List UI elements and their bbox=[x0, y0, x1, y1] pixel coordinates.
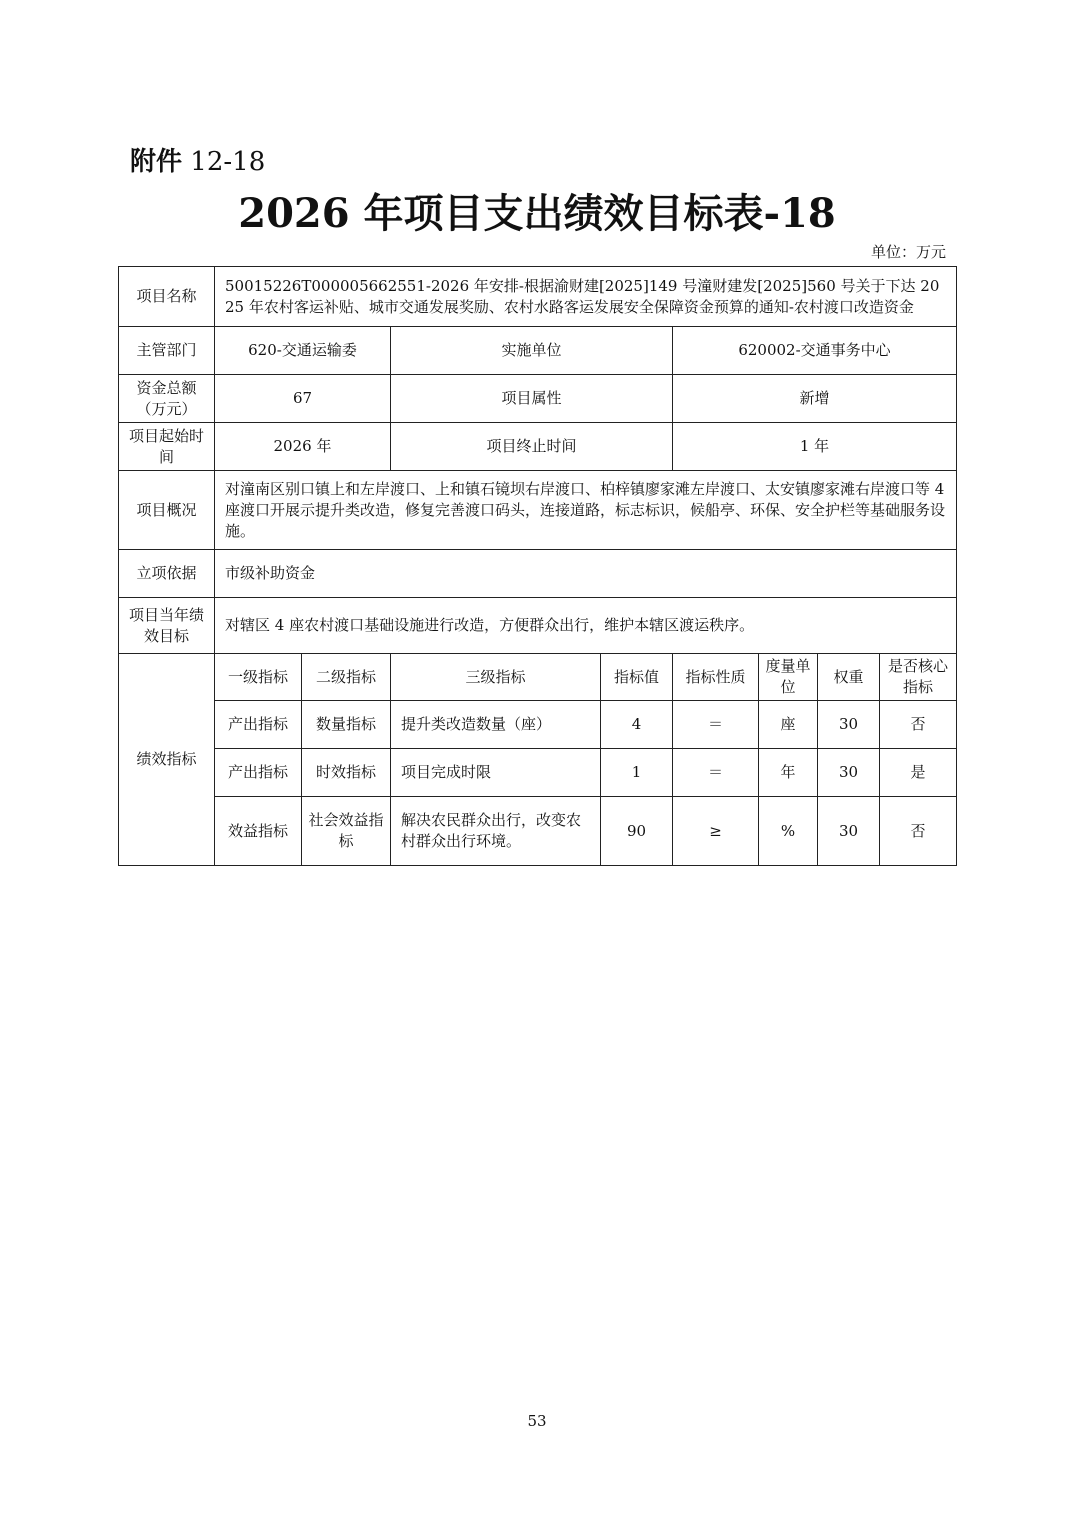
fund-label: 资金总额（万元） bbox=[119, 375, 215, 423]
row-basis bbox=[119, 550, 957, 598]
fund-value: 67 bbox=[215, 375, 391, 423]
header-level1: 一级指标 bbox=[215, 654, 302, 701]
project-name-label: 项目名称 bbox=[119, 267, 215, 327]
cell-weight: 30 bbox=[818, 749, 880, 797]
page-number: 53 bbox=[527, 1412, 547, 1430]
impl-value: 620002-交通事务中心 bbox=[673, 327, 957, 375]
cell-level2: 社会效益指标 bbox=[302, 797, 391, 866]
cell-unit: 年 bbox=[759, 749, 818, 797]
start-label: 项目起始时间 bbox=[119, 423, 215, 471]
impl-label: 实施单位 bbox=[391, 327, 673, 375]
dept-label: 主管部门 bbox=[119, 327, 215, 375]
overview-label: 项目概况 bbox=[119, 471, 215, 550]
indicator-label: 绩效指标 bbox=[119, 654, 215, 866]
cell-core: 是 bbox=[880, 749, 957, 797]
end-label: 项目终止时间 bbox=[391, 423, 673, 471]
header-weight: 权重 bbox=[818, 654, 880, 701]
indicator-row bbox=[119, 749, 957, 797]
cell-unit: % bbox=[759, 797, 818, 866]
end-value: 1 年 bbox=[673, 423, 957, 471]
dept-value: 620-交通运输委 bbox=[215, 327, 391, 375]
goal-value: 对辖区 4 座农村渡口基础设施进行改造，方便群众出行，维护本辖区渡运秩序。 bbox=[215, 598, 957, 654]
start-value: 2026 年 bbox=[215, 423, 391, 471]
cell-value: 4 bbox=[601, 701, 673, 749]
project-name-value: 50015226T000005662551-2026 年安排-根据渝财建[2025]149 号潼财建发[2025]560 号关于下达 2025 年农村客运补贴、城市交通发展奖励、农村水路客运发展安全保障资金预算的通知-农村渡口改造资金 bbox=[215, 267, 957, 327]
cell-value: 1 bbox=[601, 749, 673, 797]
cell-level3: 提升类改造数量（座） bbox=[391, 701, 601, 749]
row-fund bbox=[119, 375, 957, 423]
cell-level1: 产出指标 bbox=[215, 701, 302, 749]
header-nature: 指标性质 bbox=[673, 654, 759, 701]
page-title: 2026 年项目支出绩效目标表-18 bbox=[238, 190, 836, 237]
cell-unit: 座 bbox=[759, 701, 818, 749]
basis-value: 市级补助资金 bbox=[215, 550, 957, 598]
indicator-row bbox=[119, 701, 957, 749]
attachment-number: 12-18 bbox=[190, 147, 266, 177]
cell-core: 否 bbox=[880, 797, 957, 866]
cell-nature: ≥ bbox=[673, 797, 759, 866]
cell-weight: 30 bbox=[818, 701, 880, 749]
cell-core: 否 bbox=[880, 701, 957, 749]
attr-value: 新增 bbox=[673, 375, 957, 423]
basis-label: 立项依据 bbox=[119, 550, 215, 598]
attachment-label bbox=[130, 146, 265, 178]
goal-label: 项目当年绩效目标 bbox=[119, 598, 215, 654]
cell-level1: 产出指标 bbox=[215, 749, 302, 797]
row-department bbox=[119, 327, 957, 375]
cell-level2: 数量指标 bbox=[302, 701, 391, 749]
attr-label: 项目属性 bbox=[391, 375, 673, 423]
overview-value: 对潼南区别口镇上和左岸渡口、上和镇石镜坝右岸渡口、柏梓镇廖家滩左岸渡口、太安镇廖家滩右岸渡口等 4 座渡口开展示提升类改造，修复完善渡口码头，连接道路，标志标识，候船亭、环保、安全护栏等基础服务设施。 bbox=[215, 471, 957, 550]
performance-table bbox=[118, 266, 957, 866]
header-value: 指标值 bbox=[601, 654, 673, 701]
cell-level1: 效益指标 bbox=[215, 797, 302, 866]
row-time bbox=[119, 423, 957, 471]
cell-weight: 30 bbox=[818, 797, 880, 866]
row-project-name bbox=[119, 267, 957, 327]
header-unit: 度量单位 bbox=[759, 654, 818, 701]
row-overview bbox=[119, 471, 957, 550]
cell-level2: 时效指标 bbox=[302, 749, 391, 797]
indicator-row bbox=[119, 797, 957, 866]
unit-label: 单位：万元 bbox=[870, 243, 946, 261]
header-core: 是否核心指标 bbox=[880, 654, 957, 701]
cell-value: 90 bbox=[601, 797, 673, 866]
cell-nature: ＝ bbox=[673, 749, 759, 797]
cell-nature: ＝ bbox=[673, 701, 759, 749]
cell-level3: 项目完成时限 bbox=[391, 749, 601, 797]
cell-level3: 解决农民群众出行，改变农村群众出行环境。 bbox=[391, 797, 601, 866]
attachment-word: 附件 bbox=[130, 147, 183, 177]
header-level2: 二级指标 bbox=[302, 654, 391, 701]
indicator-header-row bbox=[119, 654, 957, 701]
header-level3: 三级指标 bbox=[391, 654, 601, 701]
row-goal bbox=[119, 598, 957, 654]
